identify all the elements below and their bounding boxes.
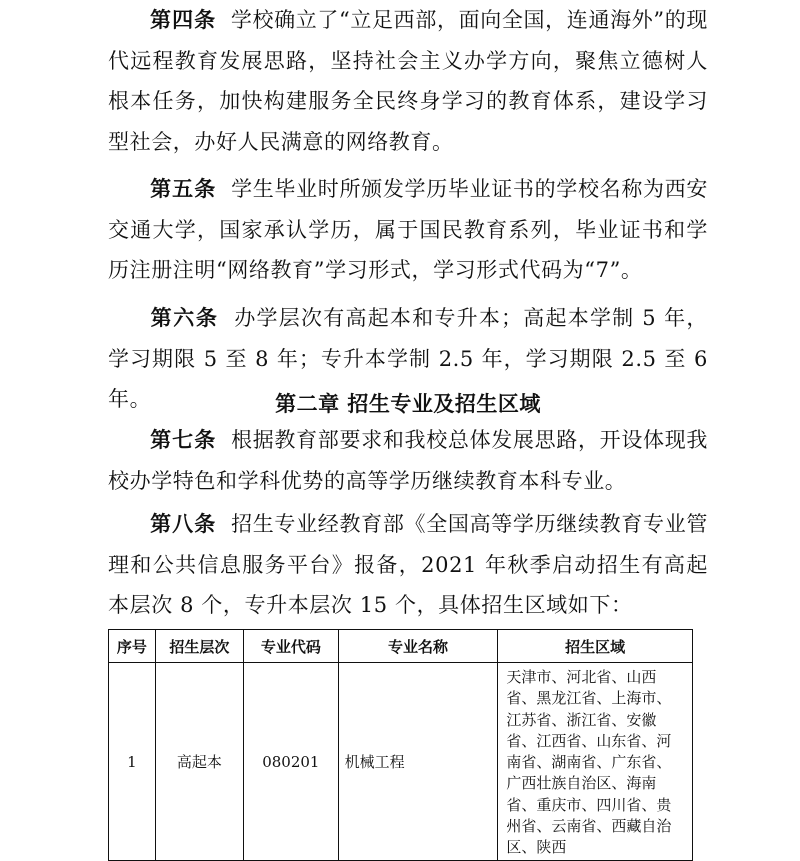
cell-name: 机械工程 xyxy=(338,663,498,861)
header-code: 专业代码 xyxy=(244,630,339,663)
header-region: 招生区域 xyxy=(498,630,693,663)
article-5-text: 学生毕业时所颁发学历毕业证书的学校名称为西安交通大学，国家承认学历，属于国民教育系列，毕业证书和学历注册注明“网络教育”学习形式，学习形式代码为“7”。 xyxy=(108,177,708,282)
table-row xyxy=(109,663,693,861)
article-8-label: 第八条 xyxy=(150,512,217,536)
table-header-row xyxy=(109,630,693,663)
cell-no: 1 xyxy=(109,663,156,861)
article-5 xyxy=(108,169,708,291)
enrollment-table xyxy=(108,629,693,861)
article-7-text: 根据教育部要求和我校总体发展思路，开设体现我校办学特色和学科优势的高等学历继续教育本科专业。 xyxy=(108,428,708,493)
article-6-text: 办学层次有高起本和专升本；高起本学制 5 年，学习期限 5 至 8 年；专升本学制 2.5 年，学习期限 2.5 至 6 年。 xyxy=(108,306,708,411)
article-8-text: 招生专业经教育部《全国高等学历继续教育专业管理和公共信息服务平台》报备，2021 年秋季启动招生有高起本层次 8 个，专升本层次 15 个，具体招生区域如下： xyxy=(108,512,708,617)
article-5-label: 第五条 xyxy=(150,177,217,201)
article-4-text: 学校确立了“立足西部，面向全国，连通海外”的现代远程教育发展思路，坚持社会主义办学方向，聚焦立德树人根本任务，加快构建服务全民终身学习的教育体系，建设学习型社会，办好人民满意的网络教育。 xyxy=(108,8,708,154)
cell-level: 高起本 xyxy=(155,663,243,861)
article-4-label: 第四条 xyxy=(150,8,217,32)
article-6-label: 第六条 xyxy=(150,306,219,330)
article-7-label: 第七条 xyxy=(150,428,217,452)
chapter-title: 第二章 招生专业及招生区域 xyxy=(275,392,541,416)
header-no: 序号 xyxy=(109,630,156,663)
header-name: 专业名称 xyxy=(338,630,498,663)
cell-code: 080201 xyxy=(244,663,339,861)
article-8 xyxy=(108,504,708,626)
article-7 xyxy=(108,420,708,501)
article-4 xyxy=(108,0,708,162)
cell-region: 天津市、河北省、山西省、黑龙江省、上海市、江苏省、浙江省、安徽省、江西省、山东省、河南省、湖南省、广东省、广西壮族自治区、海南省、重庆市、四川省、贵州省、云南省、西藏自治区、陕西 xyxy=(498,663,693,861)
header-level: 招生层次 xyxy=(155,630,243,663)
